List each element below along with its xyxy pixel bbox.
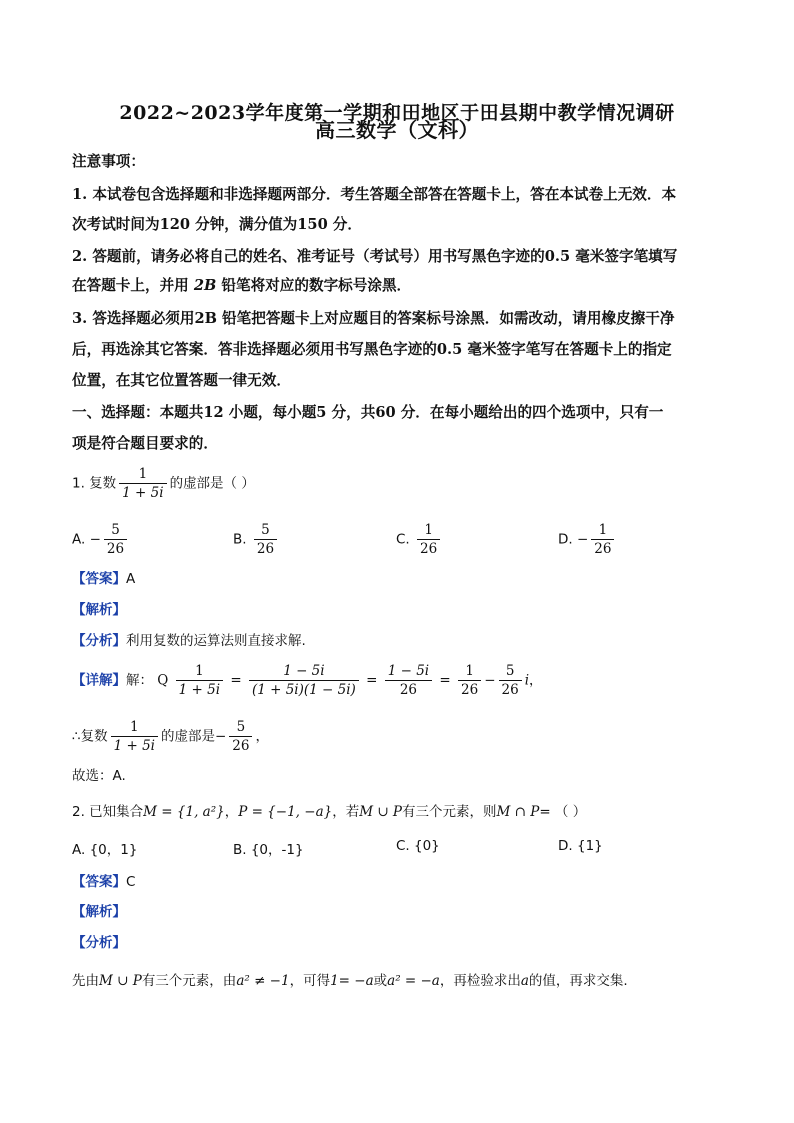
section-heading-a: 一、选择题：本题共12 小题，每小题5 分，共60 分．在每小题给出的四个选项中，只有一 [72,404,664,421]
notice-item-2a: 2. 答题前，请务必将自己的姓名、准考证号（考试号）用书写黑色字迹的0.5 毫米签字笔填写 [72,248,678,265]
q2-fenxi-text: 先由M ∪ P有三个元素，由a² ≠ −1，可得1= −a或a² = −a，再检验求出a的值，再求交集. [72,973,628,989]
q1-fenxi: 【分析】利用复数的运算法则直接求解. [72,633,306,649]
section-heading-b: 项是符合题目要求的． [72,435,218,452]
q1-analysis-tag: 【解析】 [72,602,126,618]
q2-fenxi-tag: 【分析】 [72,935,126,951]
exam-title: 2022~2023学年度第一学期和田地区于田县期中教学情况调研 [119,102,675,124]
q2-option-a: A. {0，1} [72,842,138,858]
exam-subtitle: 高三数学（文科） [315,118,479,142]
q1-detail: 【详解】解： Q $\frac{1}{1 + 5i}$ = $\frac{1 - 5i}{(1 + 5i)(1 - 5i)}$ = $\frac{1 - 5i}{26}$ = $\frac{1}{26}$ − $\frac{5}{26}$ i， [72,663,543,698]
q1-conclusion: ∴复数 $\frac{1}{1 + 5i}$ 的虚部是− $\frac{5}{26}$ ， [72,719,269,754]
q1-option-b: B. $\frac{5}{26}$ [233,522,280,557]
q1-option-a: A. − $\frac{5}{26}$ [72,522,130,557]
notice-item-3b: 后，再选涂其它答案．答非选择题必须用书写黑色字迹的0.5 毫米签字笔写在答题卡上的指定 [72,341,672,358]
notice-item-1b: 次考试时间为120 分钟，满分值为150 分． [72,216,362,233]
q1-choose: 故选：A. [72,768,126,784]
q1-option-d: D. − $\frac{1}{26}$ [558,522,617,557]
notice-item-3c: 位置，在其它位置答题一律无效． [72,372,291,389]
q2-option-b: B. {0，-1} [233,842,304,858]
q1-answer: 【答案】A [72,571,136,587]
notice-item-3a: 3. 答选择题必须用2B 铅笔把答题卡上对应题目的答案标号涂黑．如需改动，请用橡皮擦干净 [72,310,675,327]
q2-answer: 【答案】C [72,874,136,890]
notice-item-1a: 1. 本试卷包含选择题和非选择题两部分．考生答题全部答在答题卡上，答在本试卷上无效．本 [72,186,677,203]
q2-analysis-tag: 【解析】 [72,904,126,920]
q2-option-d: D. {1} [558,838,603,854]
q1-option-c: C. $\frac{1}{26}$ [396,522,443,557]
notice-item-2b: 在答题卡上，并用 2B 铅笔将对应的数字标号涂黑． [72,277,412,294]
q2-option-c: C. {0} [396,838,440,854]
question-2: 2. 已知集合M = {1, a²}，P = {−1, −a}，若M ∪ P有三个元素，则M ∩ P= （ ） [72,804,587,820]
notice-heading: 注意事项： [72,153,145,170]
question-1: 1. 复数 $\frac{1}{1 + 5i}$ 的虚部是（ ） [72,466,255,501]
